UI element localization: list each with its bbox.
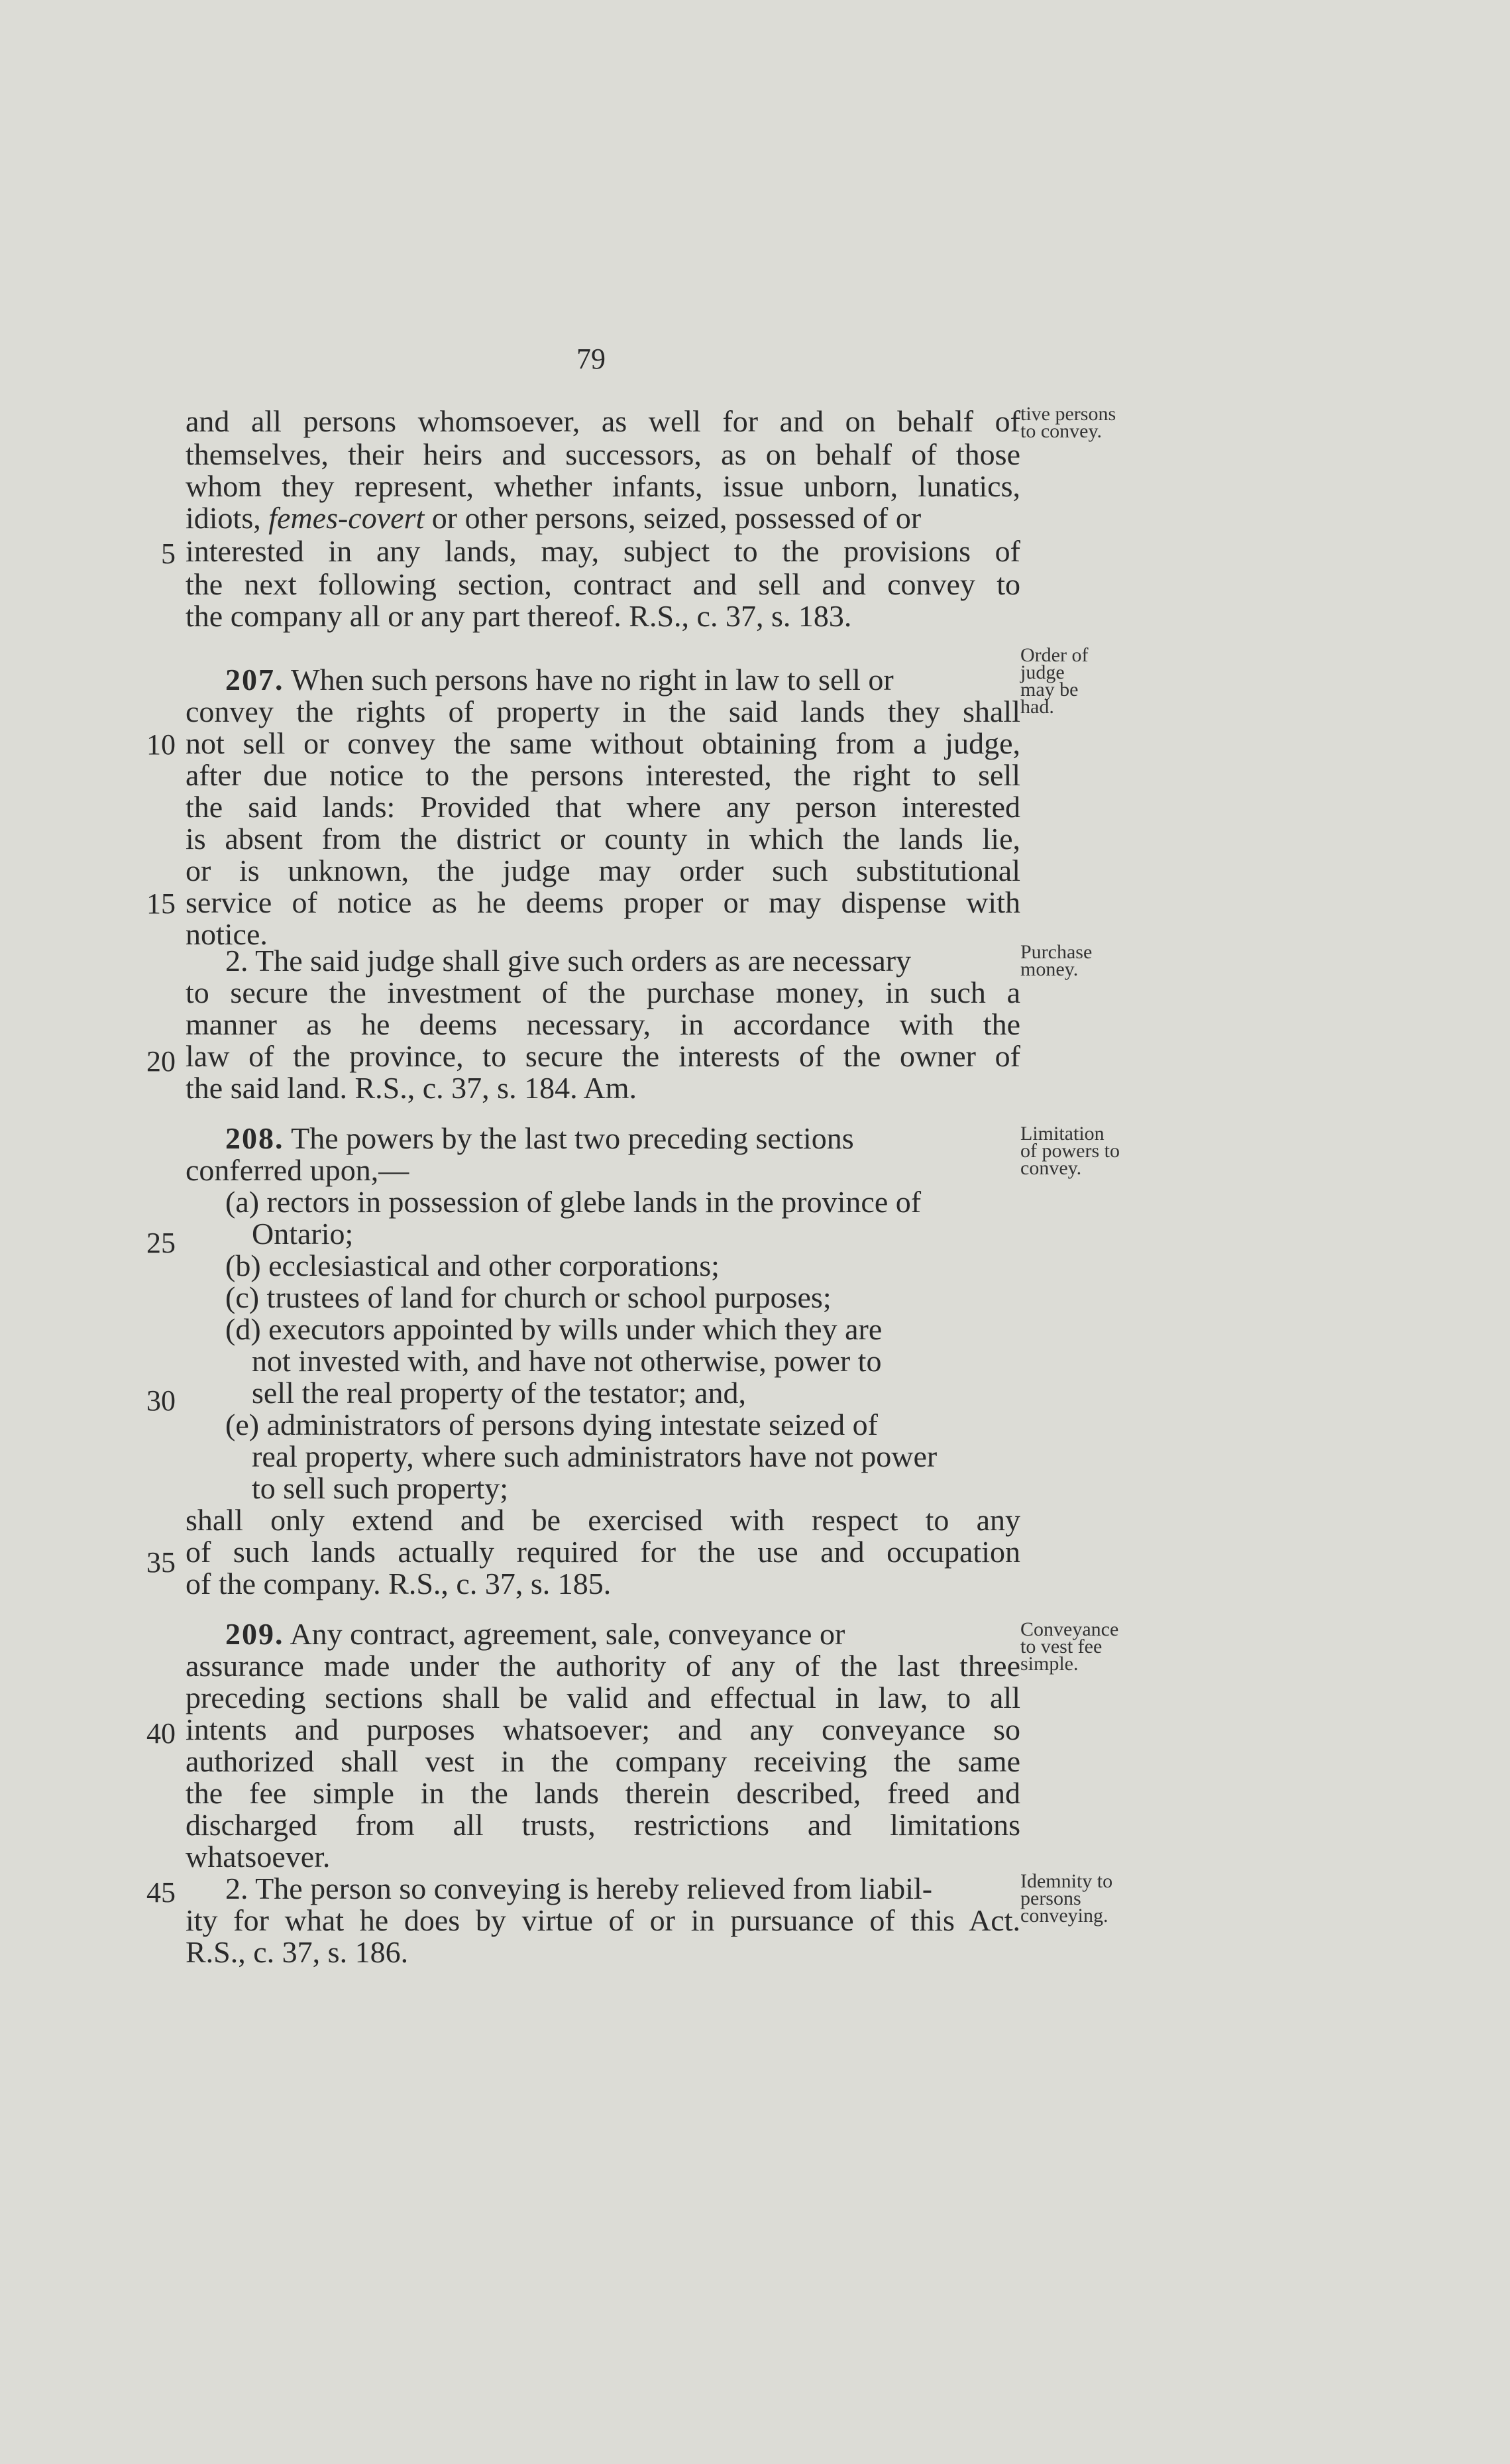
- text-line: (e) administrators of persons dying intestate seized of: [225, 1408, 878, 1441]
- text-line: interested in any lands, may, subject to the provisions of: [186, 534, 1020, 568]
- text-line: convey the rights of property in the said lands they shall: [186, 695, 1020, 728]
- margin-note: [1020, 644, 1089, 718]
- text-line: preceding sections shall be valid and effectual in law, to all: [186, 1681, 1020, 1714]
- text-line: is absent from the district or county in which the lands lie,: [186, 822, 1020, 856]
- text-line: manner as he deems necessary, in accordance with the: [186, 1007, 1020, 1041]
- line-number: 25: [146, 1227, 176, 1259]
- text-line: sell the real property of the testator; and,: [252, 1376, 746, 1410]
- text-line: (d) executors appointed by wills under which they are: [225, 1312, 883, 1346]
- section-number: 208.: [225, 1121, 284, 1155]
- text-line: conferred upon,—: [186, 1153, 409, 1187]
- line-number: 20: [146, 1045, 176, 1078]
- section-number: 209.: [225, 1617, 284, 1651]
- line-number: 10: [146, 728, 176, 761]
- text-line: to sell such property;: [252, 1471, 509, 1505]
- text-line: assurance made under the authority of any of the last three: [186, 1649, 1020, 1683]
- text-line: after due notice to the persons interested, the right to sell: [186, 758, 1020, 792]
- margin-note-line: judge: [1020, 661, 1065, 683]
- text-line: shall only extend and be exercised with respect to any: [186, 1503, 1020, 1537]
- text-line: (a) rectors in possession of glebe lands in the province of: [225, 1185, 922, 1219]
- text-line: themselves, their heirs and successors, as on behalf of those: [186, 437, 1020, 471]
- line-number: 35: [146, 1546, 176, 1579]
- section-number: 207.: [225, 663, 284, 697]
- text-line: (b) ecclesiastical and other corporations;: [225, 1249, 720, 1282]
- text-line: 2. The said judge shall give such orders as are necessary: [225, 944, 912, 978]
- margin-note: [1020, 1870, 1113, 1927]
- text-line: not invested with, and have not otherwise, power to: [252, 1344, 882, 1378]
- margin-note-line: tive persons: [1020, 403, 1116, 425]
- line-number: 15: [146, 887, 176, 920]
- text-line: the said lands: Provided that where any person interested: [186, 790, 1020, 824]
- line-number: 30: [146, 1384, 176, 1417]
- margin-note-line: simple.: [1020, 1653, 1079, 1675]
- margin-note: [1020, 1618, 1119, 1675]
- margin-note-line: money.: [1020, 958, 1079, 980]
- text-line: and all persons whomsoever, as well for and on behalf of: [186, 404, 1020, 438]
- margin-note-line: of powers to: [1020, 1140, 1120, 1162]
- margin-note-line: Purchase: [1020, 941, 1093, 963]
- line-number: 40: [146, 1717, 176, 1750]
- text-line: authorized shall vest in the company receiving the same: [186, 1744, 1020, 1778]
- text-line: real property, where such administrators have not power: [252, 1439, 938, 1473]
- italic-term: femes-covert: [268, 501, 425, 535]
- margin-note-line: had.: [1020, 696, 1054, 718]
- margin-note: [1020, 1125, 1120, 1177]
- text-line: [225, 1618, 1020, 1650]
- line-number: 5: [161, 537, 176, 570]
- text-span: When such persons have no right in law to sell or: [284, 663, 894, 697]
- text-line: 2. The person so conveying is hereby relieved from liabil-: [225, 1872, 933, 1905]
- margin-note-line: Limitation: [1020, 1123, 1105, 1145]
- margin-note-line: Idemnity to: [1020, 1870, 1113, 1892]
- text-span: The powers by the last two preceding sections: [284, 1121, 854, 1155]
- text-span: idiots,: [186, 501, 269, 535]
- margin-note: [1020, 941, 1093, 980]
- text-line: not sell or convey the same without obtaining from a judge,: [186, 726, 1020, 760]
- text-line: to secure the investment of the purchase money, in such a: [186, 976, 1020, 1009]
- margin-note-line: to convey.: [1020, 420, 1103, 442]
- text-line: law of the province, to secure the interests of the owner of: [186, 1039, 1020, 1073]
- text-line: whatsoever.: [186, 1840, 331, 1874]
- text-line: intents and purposes whatsoever; and any conveyance so: [186, 1712, 1020, 1746]
- text-line: or is unknown, the judge may order such substitutional: [186, 854, 1020, 887]
- text-line: of the company. R.S., c. 37, s. 185.: [186, 1567, 612, 1600]
- text-line: the company all or any part thereof. R.S., c. 37, s. 183.: [186, 599, 852, 633]
- text-line: notice.: [186, 917, 268, 951]
- text-line: whom they represent, whether infants, issue unborn, lunatics,: [186, 469, 1020, 503]
- text-line: R.S., c. 37, s. 186.: [186, 1935, 409, 1969]
- line-number: 45: [146, 1876, 176, 1909]
- text-line: [186, 502, 1020, 534]
- margin-note-line: Order of: [1020, 644, 1089, 666]
- text-line: the next following section, contract and sell and convey to: [186, 567, 1020, 601]
- margin-note-line: Conveyance: [1020, 1618, 1119, 1640]
- text-line: of such lands actually required for the use and occupation: [186, 1535, 1020, 1569]
- text-line: service of notice as he deems proper or may dispense with: [186, 885, 1020, 919]
- margin-note-line: to vest fee: [1020, 1636, 1103, 1657]
- margin-note-line: convey.: [1020, 1157, 1082, 1179]
- text-line: the said land. R.S., c. 37, s. 184. Am.: [186, 1071, 637, 1105]
- page-number: 79: [576, 343, 606, 375]
- text-line: Ontario;: [252, 1217, 354, 1251]
- margin-note-line: conveying.: [1020, 1905, 1108, 1927]
- text-line: the fee simple in the lands therein described, freed and: [186, 1776, 1020, 1810]
- text-span: or other persons, seized, possessed of or: [424, 501, 922, 535]
- text-line: discharged from all trusts, restrictions and limitations: [186, 1808, 1020, 1842]
- margin-note-line: persons: [1020, 1887, 1081, 1909]
- text-line: [225, 1123, 1020, 1154]
- margin-note: [1020, 403, 1116, 442]
- text-line: ity for what he does by virtue of or in pursuance of this Act.: [186, 1903, 1020, 1937]
- text-line: [225, 664, 1020, 696]
- text-span: Any contract, agreement, sale, conveyance or: [284, 1617, 845, 1651]
- text-line: (c) trustees of land for church or school purposes;: [225, 1280, 832, 1314]
- margin-note-line: may be: [1020, 679, 1079, 700]
